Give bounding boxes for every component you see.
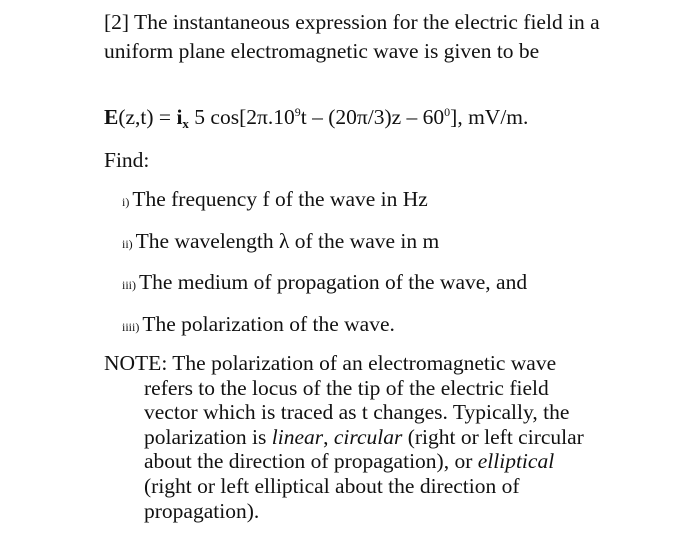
equation-unit-subscript: x xyxy=(182,116,189,131)
equation-lhs: E xyxy=(104,105,119,129)
field-equation xyxy=(104,103,528,132)
note-paragraph xyxy=(104,351,594,523)
note-term-linear: linear xyxy=(271,424,324,449)
equation-exponent-2: 0 xyxy=(444,105,451,119)
equation-unit-vector: i xyxy=(176,105,183,129)
note-separator: , xyxy=(323,424,334,449)
note-first-line: NOTE: The polarization of an electromagnetic wave xyxy=(104,351,557,375)
list-item xyxy=(122,185,428,217)
list-item xyxy=(122,310,395,342)
note-text-b: (right or left circular about the direction of propagation), or xyxy=(144,424,584,474)
problem-statement: [2] The instantaneous expression for the electric field in a uniform plane electromagnetic wave is given to be xyxy=(104,10,600,63)
equation-part2: t – (20π/3)z – 60 xyxy=(300,105,445,129)
equation-lhs-args: (z,t) = xyxy=(118,105,177,129)
note-text-c: (right or left elliptical about the direction of propagation). xyxy=(144,473,520,523)
note-body xyxy=(144,376,594,524)
equation-part1: 5 cos[2π.10 xyxy=(188,105,295,129)
list-item-text: The polarization of the wave. xyxy=(142,312,395,336)
find-label: Find: xyxy=(104,148,150,172)
list-item xyxy=(122,227,439,259)
list-item-number: iiii) xyxy=(122,320,140,334)
list-item xyxy=(122,268,527,300)
list-item-number: i) xyxy=(122,195,130,209)
list-item-text: The frequency f of the wave in Hz xyxy=(132,187,428,211)
list-item-text: The medium of propagation of the wave, and xyxy=(139,270,528,294)
note-term-circular: circular xyxy=(333,424,403,449)
note-term-elliptical: elliptical xyxy=(477,449,555,474)
list-item-number: ii) xyxy=(122,237,133,251)
equation-part3: ], mV/m. xyxy=(450,105,529,129)
note-text-a: refers to the locus of the tip of the electric field vector which is traced as t changes. Typically, the polarization is xyxy=(144,375,570,449)
list-item-number: iii) xyxy=(122,278,136,292)
list-item-text: The wavelength λ of the wave in m xyxy=(135,229,440,253)
equation-exponent-1: 9 xyxy=(294,105,301,119)
